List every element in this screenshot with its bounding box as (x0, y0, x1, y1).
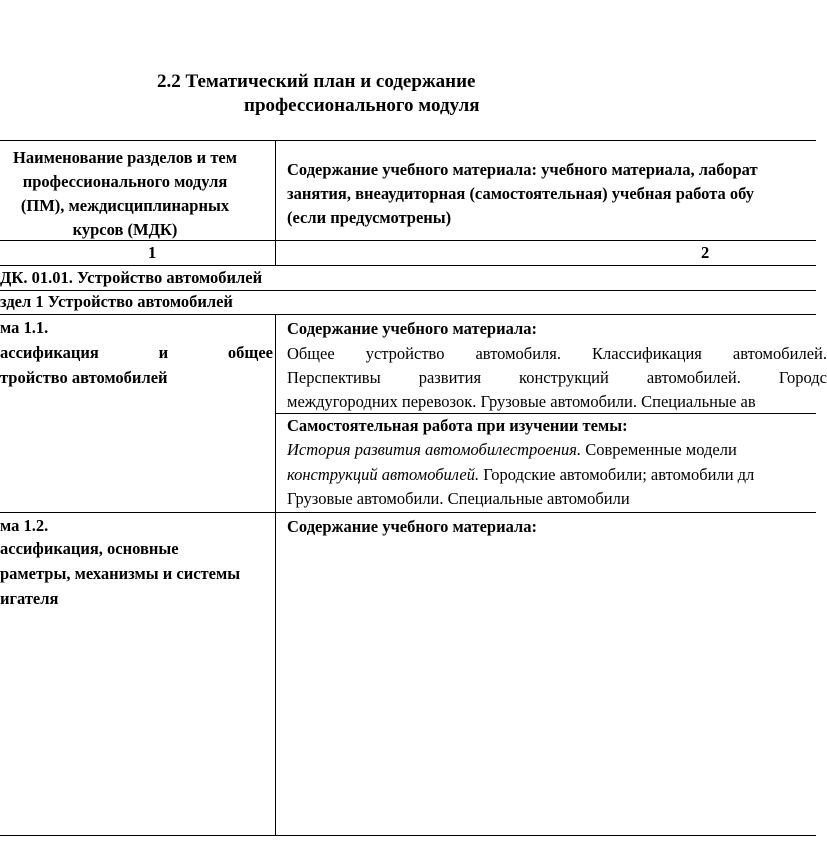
topic1-content-word: Городс (778, 368, 827, 387)
header-col1-line: Наименование разделов и тем (13, 148, 237, 167)
topic1-content-word: развития (418, 368, 482, 387)
topic1-content-word: Классификация (592, 344, 702, 363)
header-col2-line: (если предусмотрены) (287, 208, 452, 227)
topic1-content-line3: междугородних перевозок. Грузовые автомобили. Специальные ав (287, 392, 756, 411)
header-col1-line: курсов (МДК) (72, 220, 178, 239)
topic1-name-line1 (0, 341, 273, 365)
table-border-bottom (0, 835, 816, 836)
topic2-name (0, 536, 240, 611)
topic1-content-line2 (287, 366, 827, 390)
topic1-self-study-line3: Грузовые автомобили. Специальные автомобили (287, 489, 630, 508)
table-rule-section (0, 314, 816, 315)
header-col2-line: Содержание учебного материала: учебного материала, лаборат (287, 160, 758, 179)
topic2-content-label: Содержание учебного материала: (287, 517, 538, 536)
topic1-content-word: автомобиля. (475, 344, 561, 363)
topic1-self-study-italic: История развития автомобилестроения. (287, 440, 582, 459)
topic1-self-study-text: Городские автомобили; автомобили дл (479, 465, 755, 484)
topic1-self-study-line2 (287, 463, 754, 487)
topic1-content-word: конструкций (519, 368, 609, 387)
column-number-2: 2 (701, 243, 710, 262)
header-col1-line: профессионального модуля (22, 172, 228, 191)
topic1-self-study-line1 (287, 438, 737, 462)
topic2-name-line: игателя (0, 589, 59, 608)
table-column-divider-bottom (275, 314, 276, 835)
header-col1-line: (ПМ), междисциплинарных (20, 196, 230, 215)
document-heading-line2: профессионального модуля (244, 95, 480, 116)
topic2-name-line: раметры, механизмы и системы (0, 564, 241, 583)
header-col1 (0, 146, 270, 242)
topic1-name-word: общее (227, 343, 273, 362)
document-heading-line1: 2.2 Тематический план и содержание (157, 71, 476, 92)
mdk-row: ДК. 01.01. Устройство автомобилей (0, 268, 263, 287)
topic1-content-line1 (287, 342, 827, 366)
topic2-title: ма 1.2. (0, 516, 49, 535)
topic1-title: ма 1.1. (0, 318, 49, 337)
topic1-content-word: автомобилей. (646, 368, 741, 387)
topic1-content-word: автомобилей. (732, 344, 827, 363)
table-column-divider-top (275, 140, 276, 265)
topic2-name-line: ассификация, основные (0, 539, 179, 558)
header-col2-line: занятия, внеаудиторная (самостоятельная) учебная работа обу (287, 184, 755, 203)
topic1-content-word: Перспективы (287, 368, 381, 387)
section-row: здел 1 Устройство автомобилей (0, 292, 233, 311)
topic1-name-word: и (158, 343, 169, 362)
topic1-content-word: Общее (287, 344, 335, 363)
table-rule-topic2 (0, 512, 816, 513)
column-number-1: 1 (148, 243, 157, 262)
topic1-name-line2: тройство автомобилей (0, 368, 168, 387)
table-border-top (0, 140, 816, 141)
header-col2 (287, 158, 816, 230)
topic1-self-study-text: Современные модели (581, 440, 737, 459)
topic1-name-word: ассификация (0, 343, 99, 362)
topic1-content-label: Содержание учебного материала: (287, 319, 538, 338)
topic1-content-word: устройство (365, 344, 445, 363)
topic1-self-study-label: Самостоятельная работа при изучении темы: (287, 416, 628, 435)
topic1-self-study-italic: конструкций автомобилей. (287, 465, 480, 484)
